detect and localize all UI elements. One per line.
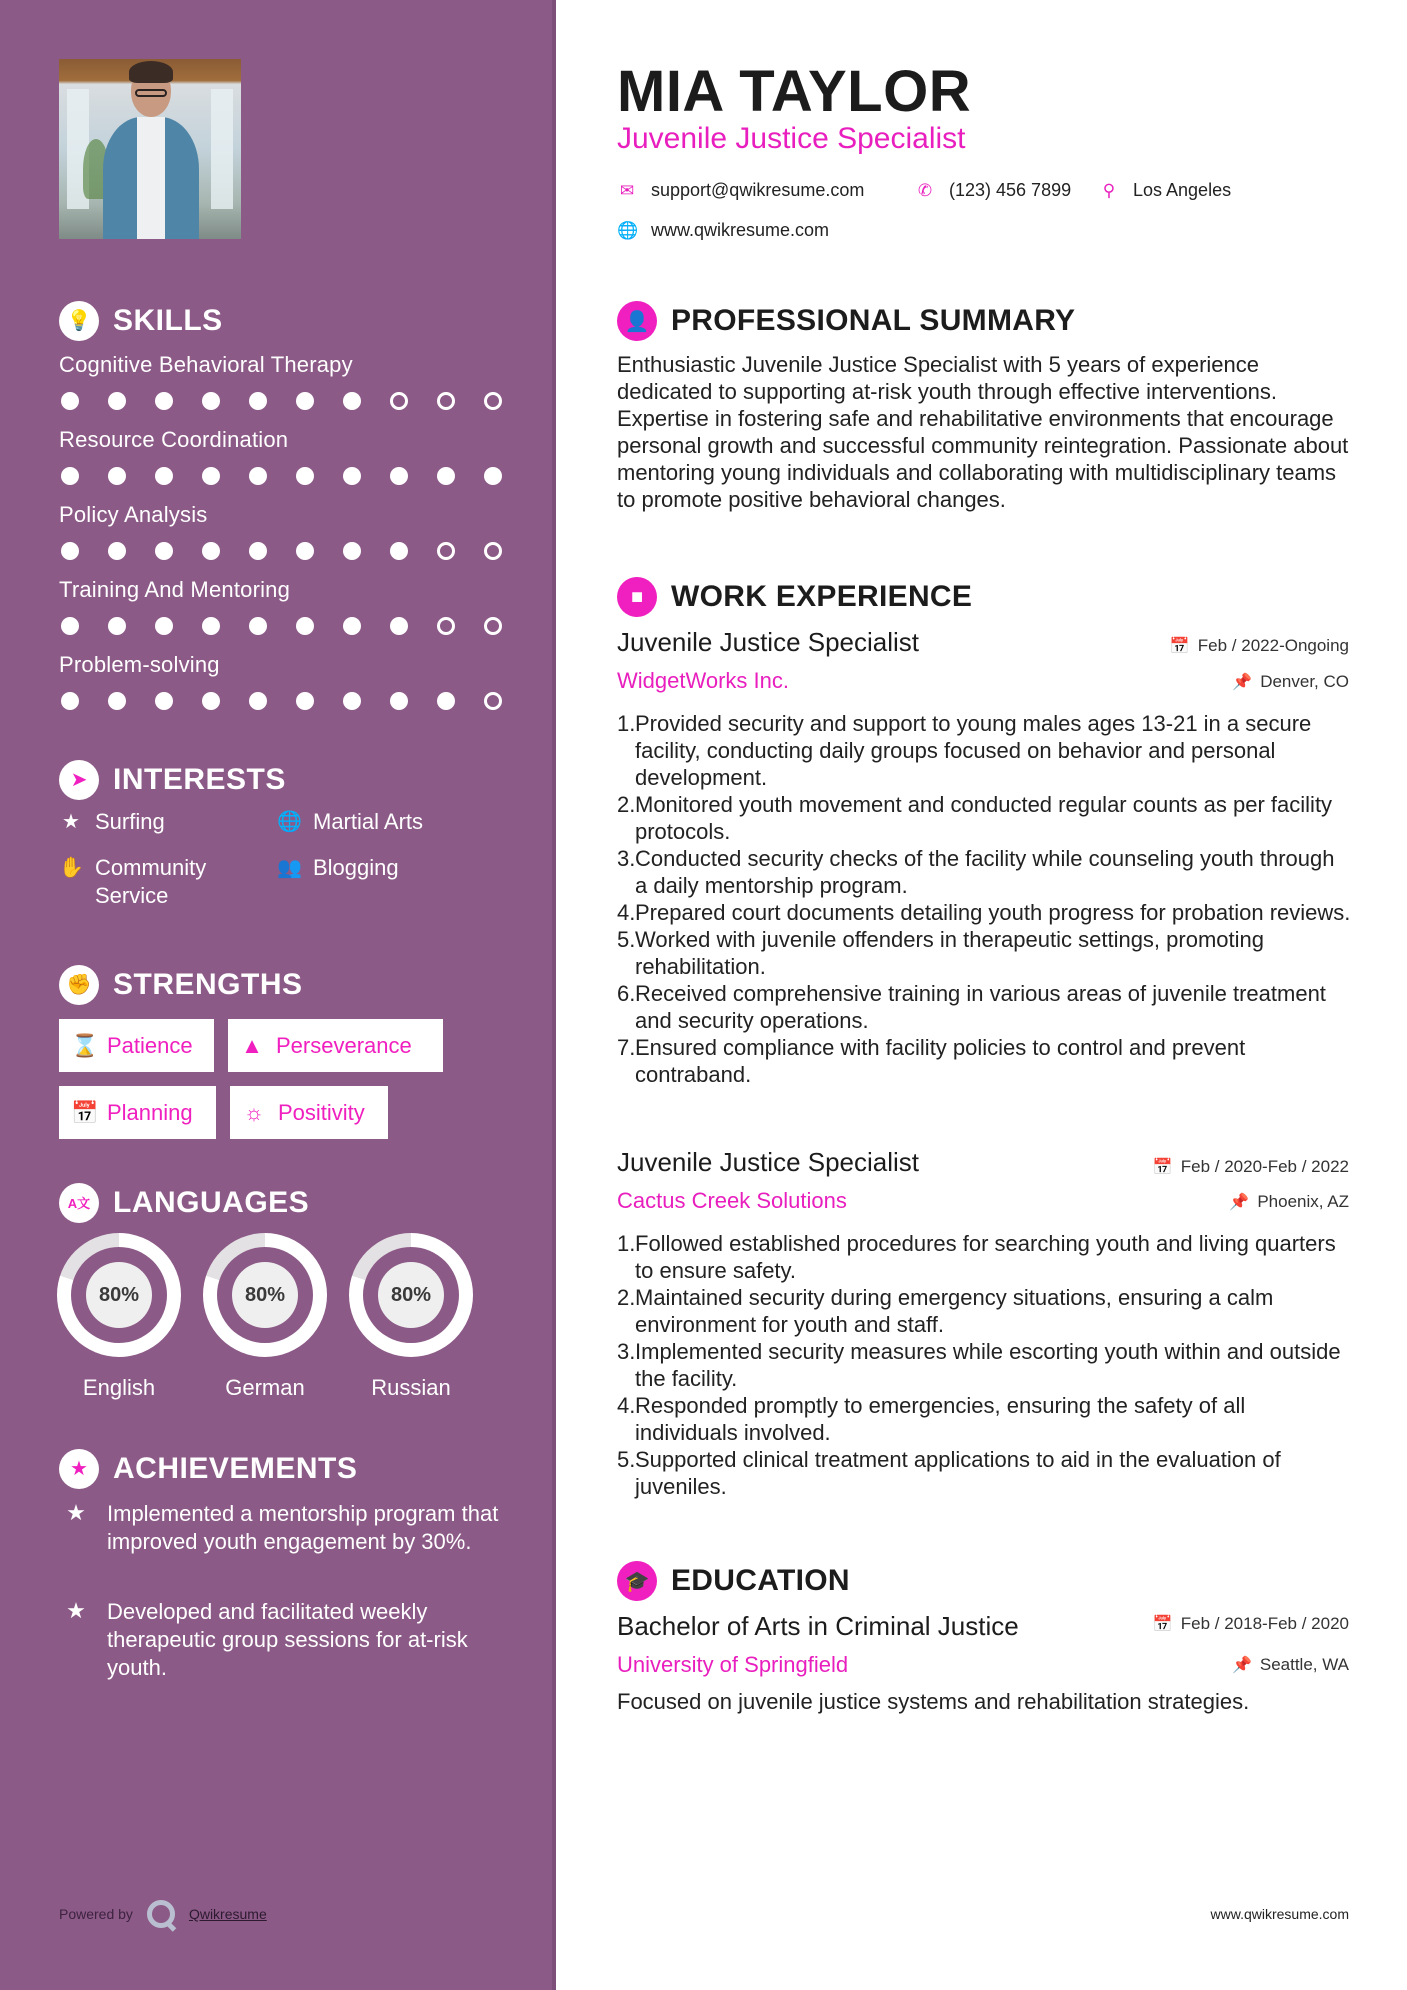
education-description: Focused on juvenile justice systems and rehabilitation strategies. — [617, 1689, 1250, 1714]
job-location: 📌 Phoenix, AZ — [1229, 1192, 1349, 1211]
phone-icon: ✆ — [917, 180, 933, 200]
language-progress-ring: 80% — [203, 1233, 327, 1357]
education-location: 📌 Seattle, WA — [1231, 1655, 1349, 1674]
graduate-icon: 🎓 — [617, 1561, 657, 1601]
language-item: 80% German — [203, 1233, 327, 1401]
lightbulb-icon: 💡 — [59, 301, 99, 341]
users-icon: 👥 — [277, 857, 302, 879]
degree-title: Bachelor of Arts in Criminal Justice — [617, 1611, 1019, 1641]
job-location: 📌 Denver, CO — [1232, 672, 1349, 691]
list-item: 4. Responded promptly to emergencies, ensuring the safety of all individuals involved. — [617, 1393, 1246, 1445]
list-item: 3. Conducted security checks of the facility while counseling youth through a daily mentorship program. — [617, 846, 1335, 898]
job-title: Juvenile Justice Specialist — [617, 1147, 920, 1177]
strength-badge: ▲ Perseverance — [228, 1019, 443, 1072]
skill-rating — [61, 692, 519, 710]
map-pin-icon: ⚲ — [1102, 180, 1116, 200]
interest-item: ★ Surfing — [59, 808, 165, 836]
qwikresume-link[interactable]: Qwikresume — [188, 1906, 267, 1922]
experience-heading: ■ WORK EXPERIENCE — [617, 577, 972, 617]
skill-item: Problem-solving — [59, 652, 519, 710]
calendar-icon: 📅 — [71, 1099, 99, 1125]
calendar-icon: 📅 — [1169, 638, 1190, 655]
language-item: 80% English — [57, 1233, 181, 1401]
website-link[interactable]: www.qwikresume.com — [651, 220, 830, 240]
pushpin-icon: 📌 — [1231, 1657, 1252, 1674]
globe-icon: 🌐 — [277, 811, 302, 833]
achievements-heading: ★ ACHIEVEMENTS — [59, 1449, 357, 1489]
job-dates: 📅 Feb / 2022-Ongoing — [1169, 636, 1349, 655]
language-progress-ring: 80% — [57, 1233, 181, 1357]
interest-item: 👥 Blogging — [277, 855, 399, 880]
qwikresume-logo-icon — [147, 1900, 175, 1928]
star-icon: ★ — [62, 811, 80, 833]
paper-plane-icon: ➤ — [59, 760, 99, 800]
chair-icon: ■ — [617, 577, 657, 617]
interests-heading: ➤ INTERESTS — [59, 760, 286, 800]
list-item: 1. Provided security and support to young males ages 13-21 in a secure facility, conducting daily groups focused on behavior and personal development. — [617, 711, 1312, 790]
languages-heading: A文 LANGUAGES — [59, 1183, 309, 1223]
candidate-title: Juvenile Justice Specialist — [617, 122, 966, 155]
calendar-icon: 📅 — [1152, 1159, 1173, 1176]
skill-rating — [61, 467, 519, 485]
language-item: 80% Russian — [349, 1233, 473, 1401]
list-item: 5. Supported clinical treatment applications to aid in the evaluation of juveniles. — [617, 1447, 1281, 1499]
sun-icon: ☼ — [243, 1099, 265, 1125]
interest-item: 🌐 Martial Arts — [277, 809, 424, 834]
envelope-icon: ✉ — [619, 180, 635, 200]
strength-badge: 📅 Planning — [59, 1086, 216, 1139]
sidebar — [0, 0, 556, 1990]
contact-location: ⚲ Los Angeles — [1099, 180, 1231, 201]
summary-heading: 👤 PROFESSIONAL SUMMARY — [617, 301, 1075, 341]
strengths-heading: ✊ STRENGTHS — [59, 965, 303, 1005]
job-responsibilities — [617, 1230, 1352, 1500]
list-item: 6. Received comprehensive training in various areas of juvenile treatment and security operations. — [617, 981, 1326, 1033]
strength-badge: ⌛ Patience — [59, 1019, 214, 1072]
user-icon: 👤 — [617, 301, 657, 341]
hand-icon: ✋ — [59, 857, 84, 879]
list-item: 2. Maintained security during emergency situations, ensuring a calm environment for youth and staff. — [617, 1285, 1274, 1337]
summary-text: Enthusiastic Juvenile Justice Specialist with 5 years of experience dedicated to supporting at-risk youth through effective interventions. Expertise in fostering safe and rehabilitative environments that encourage personal growth and successful community reintegration. Passionate about mentoring young individuals and collaborating with multidisciplinary teams to promote positive behavioral changes. — [617, 352, 1349, 512]
footer-website-link[interactable]: www.qwikresume.com — [1210, 1906, 1349, 1922]
list-item: 7. Ensured compliance with facility policies to control and prevent contraband. — [617, 1035, 1246, 1087]
job-company: WidgetWorks Inc. — [617, 668, 789, 693]
achievement-item: ★ Developed and facilitated weekly therapeutic group sessions for at-risk youth. — [59, 1598, 509, 1682]
list-item: 5. Worked with juvenile offenders in therapeutic settings, promoting rehabilitation. — [617, 927, 1264, 979]
pushpin-icon: 📌 — [1229, 1194, 1250, 1211]
hourglass-icon: ⌛ — [71, 1032, 99, 1058]
job-company: Cactus Creek Solutions — [617, 1188, 847, 1213]
list-item: 2. Monitored youth movement and conducted regular counts as per facility protocols. — [617, 792, 1333, 844]
shooting-star-icon: ★ — [59, 1449, 99, 1489]
globe-icon: 🌐 — [617, 220, 639, 240]
job-title: Juvenile Justice Specialist — [617, 627, 920, 657]
profile-photo — [59, 59, 241, 239]
contact-website — [617, 220, 829, 241]
list-item: 1. Followed established procedures for searching youth and living quarters to ensure safety. — [617, 1231, 1336, 1283]
email-link[interactable]: support@qwikresume.com — [651, 180, 865, 200]
skill-rating — [61, 617, 519, 635]
strength-badge: ☼ Positivity — [230, 1086, 388, 1139]
interest-item: ✋ Community Service — [59, 855, 207, 908]
language-icon: A文 — [59, 1183, 99, 1223]
skill-item: Policy Analysis — [59, 502, 519, 560]
road-icon: ▲ — [241, 1032, 263, 1058]
skill-item: Cognitive Behavioral Therapy — [59, 352, 519, 410]
language-progress-ring: 80% — [349, 1233, 473, 1357]
candidate-name: MIA TAYLOR — [617, 59, 972, 124]
education-heading: 🎓 EDUCATION — [617, 1561, 850, 1601]
skill-item: Training And Mentoring — [59, 577, 519, 635]
contact-phone: ✆ (123) 456 7899 — [915, 180, 1071, 201]
job-responsibilities — [617, 710, 1352, 1088]
list-item: 4. Prepared court documents detailing youth progress for probation reviews. — [617, 900, 1351, 925]
powered-by: Powered by Qwikresume — [59, 1900, 267, 1928]
shooting-star-icon: ★ — [66, 1500, 86, 1525]
achievement-item: ★ Implemented a mentorship program that improved youth engagement by 30%. — [59, 1500, 509, 1556]
pushpin-icon: 📌 — [1232, 674, 1253, 691]
main-content — [617, 0, 1349, 1990]
skills-heading: 💡 SKILLS — [59, 301, 223, 341]
school-name: University of Springfield — [617, 1652, 849, 1677]
education-dates: 📅 Feb / 2018-Feb / 2020 — [1152, 1614, 1349, 1633]
fist-icon: ✊ — [59, 965, 99, 1005]
shooting-star-icon: ★ — [66, 1598, 86, 1623]
list-item: 3. Implemented security measures while escorting youth within and outside the facility. — [617, 1339, 1341, 1391]
skill-rating — [61, 542, 519, 560]
skill-item: Resource Coordination — [59, 427, 519, 485]
calendar-icon: 📅 — [1152, 1616, 1173, 1633]
skill-rating — [61, 392, 519, 410]
contact-email — [617, 180, 864, 201]
job-dates: 📅 Feb / 2020-Feb / 2022 — [1152, 1157, 1349, 1176]
